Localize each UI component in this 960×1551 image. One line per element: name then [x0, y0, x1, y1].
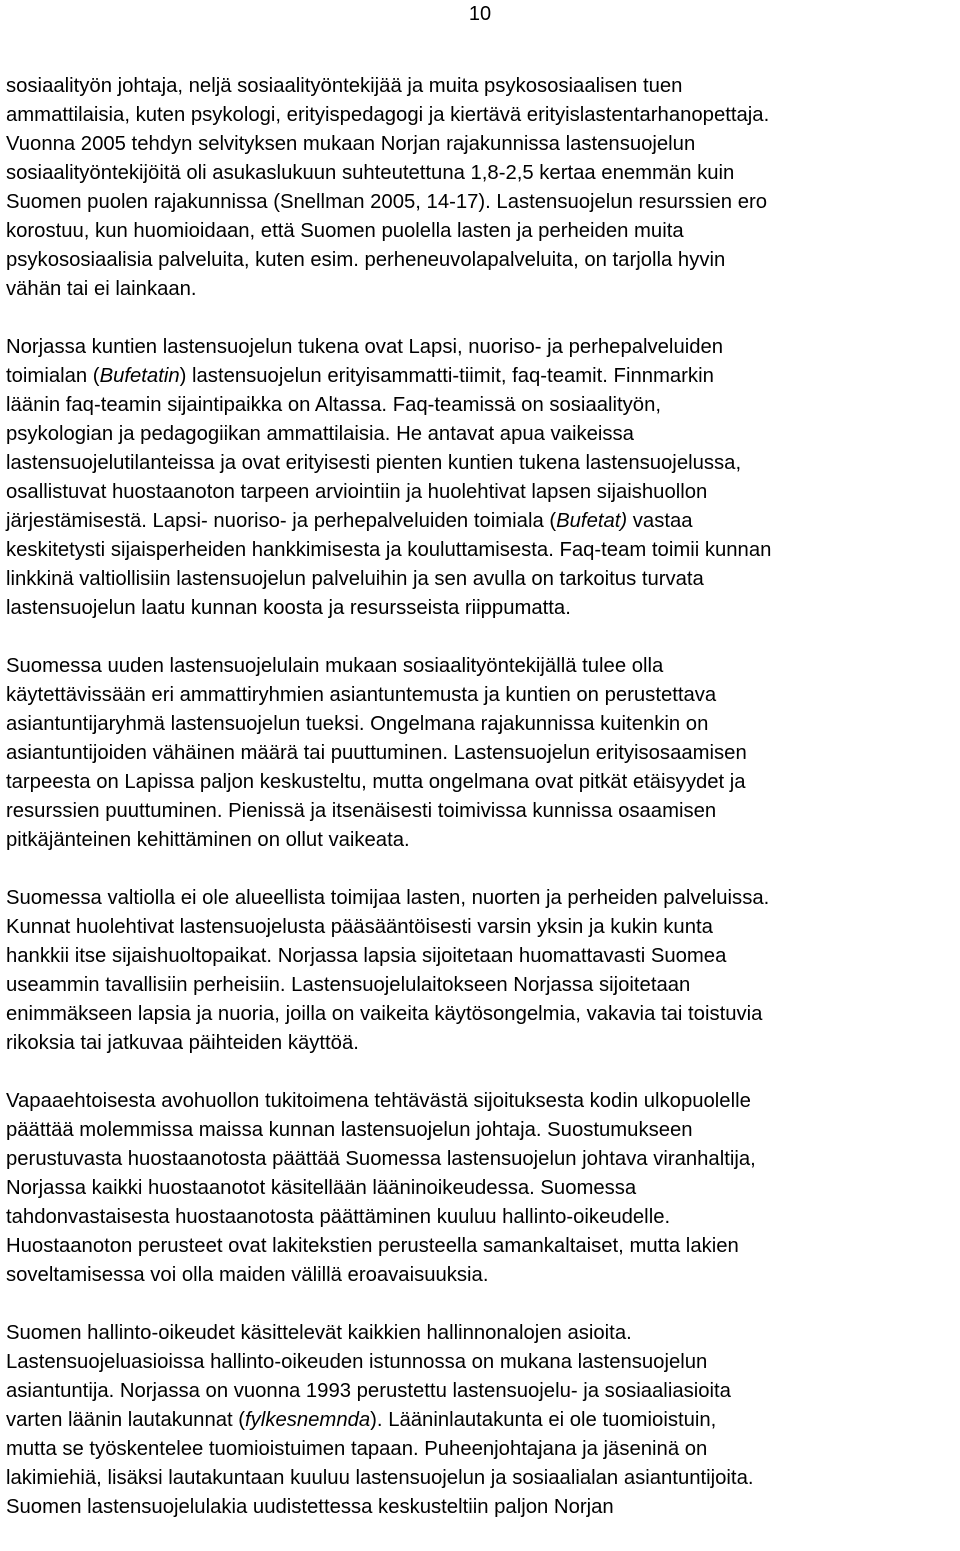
text-line [6, 420, 960, 449]
text-segment: Lastensuojeluasioissa hallinto-oikeuden istunnossa on mukana lastensuojelun [6, 1351, 708, 1373]
text-segment: pitkäjänteinen kehittäminen on ollut vaikeata. [6, 829, 410, 851]
text-segment: käytettävissään eri ammattiryhmien asiantuntemusta ja kuntien on perustettava [6, 684, 717, 706]
text-line [6, 449, 960, 478]
text-line [6, 797, 960, 826]
paragraph [6, 333, 960, 623]
text-line [6, 1348, 960, 1377]
text-line [6, 710, 960, 739]
text-segment: tahdonvastaisesta huostaanotosta päättäminen kuuluu hallinto-oikeudelle. [6, 1206, 671, 1228]
text-line [6, 1406, 960, 1435]
text-line [6, 217, 960, 246]
paragraph [6, 652, 960, 855]
text-line [6, 246, 960, 275]
text-segment: sosiaalityöntekijöitä oli asukaslukuun suhteutettuna 1,8-2,5 kertaa enemmän kuin [6, 162, 735, 184]
text-line [6, 768, 960, 797]
paragraph [6, 72, 960, 304]
text-segment: Huostaanoton perusteet ovat lakitekstien perusteella samankaltaiset, mutta lakien [6, 1235, 739, 1257]
text-segment: resurssien puuttuminen. Pienissä ja itsenäisesti toimivissa kunnissa osaamisen [6, 800, 717, 822]
text-line [6, 1000, 960, 1029]
text-segment: vähän tai ei lainkaan. [6, 278, 197, 300]
text-segment: asiantuntijoiden vähäinen määrä tai puuttuminen. Lastensuojelun erityisosaamisen [6, 742, 747, 764]
text-segment: psykologian ja pedagogiikan ammattilaisia. He antavat apua vaikeissa [6, 423, 634, 445]
text-line [6, 681, 960, 710]
text-line [6, 1174, 960, 1203]
paragraph [6, 1087, 960, 1290]
italic-term: fylkesnemnda [245, 1409, 371, 1431]
italic-term: Bufetatin [99, 365, 180, 387]
text-segment: soveltamisessa voi olla maiden välillä eroavaisuuksia. [6, 1264, 489, 1286]
text-line [6, 1203, 960, 1232]
text-line [6, 101, 960, 130]
text-line [6, 1261, 960, 1290]
text-segment: enimmäkseen lapsia ja nuoria, joilla on vaikeita käytösongelmia, vakavia tai toistuvia [6, 1003, 763, 1025]
text-segment: Kunnat huolehtivat lastensuojelusta pääsääntöisesti varsin yksin ja kukin kunta [6, 916, 713, 938]
text-line [6, 1087, 960, 1116]
text-segment: mutta se työskentelee tuomioistuimen tapaan. Puheenjohtajana ja jäseninä on [6, 1438, 708, 1460]
paragraph [6, 884, 960, 1058]
text-segment: Suomen hallinto-oikeudet käsittelevät kaikkien hallinnonalojen asioita. [6, 1322, 632, 1344]
text-segment: osallistuvat huostaanoton tarpeen arviointiin ja huolehtivat lapsen sijaishuollon [6, 481, 708, 503]
text-segment: järjestämisestä. Lapsi- nuoriso- ja perhepalveluiden toimiala ( [6, 510, 557, 532]
text-line [6, 536, 960, 565]
text-segment: useammin tavallisiin perheisiin. Lastensuojelulaitokseen Norjassa sijoitetaan [6, 974, 691, 996]
text-segment: Norjassa kaikki huostaanotot käsitellään lääninoikeudessa. Suomessa [6, 1177, 637, 1199]
text-line [6, 1377, 960, 1406]
text-line [6, 1232, 960, 1261]
text-segment: Suomessa uuden lastensuojelulain mukaan sosiaalityöntekijällä tulee olla [6, 655, 664, 677]
text-line [6, 826, 960, 855]
text-segment: päättää molemmissa maissa kunnan lastensuojelun johtaja. Suostumukseen [6, 1119, 693, 1141]
text-segment: hankkii itse sijaishuoltopaikat. Norjassa lapsia sijoitetaan huomattavasti Suomea [6, 945, 727, 967]
text-line [6, 130, 960, 159]
text-line [6, 1145, 960, 1174]
text-line [6, 565, 960, 594]
italic-term: Bufetat) [556, 510, 628, 532]
text-segment: Norjassa kuntien lastensuojelun tukena ovat Lapsi, nuoriso- ja perhepalveluiden [6, 336, 724, 358]
text-line [6, 507, 960, 536]
text-line [6, 1493, 960, 1522]
text-segment: Suomessa valtiolla ei ole alueellista toimijaa lasten, nuorten ja perheiden palveluissa. [6, 887, 770, 909]
text-line [6, 913, 960, 942]
text-segment: Suomen puolen rajakunnissa (Snellman 2005, 14-17). Lastensuojelun resurssien ero [6, 191, 768, 213]
text-segment: ammattilaisia, kuten psykologi, erityispedagogi ja kiertävä erityislastentarhanopettaja. [6, 104, 770, 126]
text-line [6, 188, 960, 217]
text-line [6, 362, 960, 391]
text-line [6, 1029, 960, 1058]
text-segment: linkkinä valtiollisiin lastensuojelun palveluihin ja sen avulla on tarkoitus turvata [6, 568, 704, 590]
text-line [6, 391, 960, 420]
text-segment: lastensuojelun laatu kunnan koosta ja resursseista riippumatta. [6, 597, 571, 619]
text-segment: tarpeesta on Lapissa paljon keskusteltu, mutta ongelmana ovat pitkät etäisyydet ja [6, 771, 746, 793]
text-segment: keskitetysti sijaisperheiden hankkimisesta ja kouluttamisesta. Faq-team toimii kunnan [6, 539, 772, 561]
text-segment: korostuu, kun huomioidaan, että Suomen puolella lasten ja perheiden muita [6, 220, 684, 242]
text-segment: sosiaalityön johtaja, neljä sosiaalityöntekijää ja muita psykososiaalisen tuen [6, 75, 683, 97]
text-line [6, 1435, 960, 1464]
text-segment: perustuvasta huostaanotosta päättää Suomessa lastensuojelun johtava viranhaltija, [6, 1148, 756, 1170]
text-segment: läänin faq-teamin sijaintipaikka on Altassa. Faq-teamissä on sosiaalityön, [6, 394, 661, 416]
text-line [6, 275, 960, 304]
text-segment: toimialan ( [6, 365, 100, 387]
text-segment: ) lastensuojelun erityisammatti-tiimit, faq-teamit. Finnmarkin [179, 365, 714, 387]
text-line [6, 478, 960, 507]
text-line [6, 72, 960, 101]
text-segment: Suomen lastensuojelulakia uudistettessa keskusteltiin paljon Norjan [6, 1496, 614, 1518]
text-line [6, 1319, 960, 1348]
text-line [6, 333, 960, 362]
text-segment: ). Lääninlautakunta ei ole tuomioistuin, [370, 1409, 717, 1431]
text-line [6, 971, 960, 1000]
text-segment: lastensuojelutilanteissa ja ovat erityisesti pienten kuntien tukena lastensuojelussa, [6, 452, 742, 474]
text-segment: asiantuntija. Norjassa on vuonna 1993 perustettu lastensuojelu- ja sosiaaliasioita [6, 1380, 731, 1402]
text-segment: Vuonna 2005 tehdyn selvityksen mukaan Norjan rajakunnissa lastensuojelun [6, 133, 696, 155]
text-line [6, 1464, 960, 1493]
text-line [6, 594, 960, 623]
paragraph [6, 1319, 960, 1522]
text-line [6, 1116, 960, 1145]
text-segment: asiantuntijaryhmä lastensuojelun tueksi. Ongelmana rajakunnissa kuitenkin on [6, 713, 709, 735]
text-line [6, 652, 960, 681]
text-line [6, 739, 960, 768]
text-segment: Vapaaehtoisesta avohuollon tukitoimena tehtävästä sijoituksesta kodin ulkopuolelle [6, 1090, 751, 1112]
text-line [6, 884, 960, 913]
text-segment: psykososiaalisia palveluita, kuten esim. perheneuvolapalveluita, on tarjolla hyvin [6, 249, 726, 271]
text-line [6, 159, 960, 188]
text-segment: lakimiehiä, lisäksi lautakuntaan kuuluu lastensuojelun ja sosiaalialan asiantuntijoita. [6, 1467, 754, 1489]
text-segment: varten läänin lautakunnat ( [6, 1409, 246, 1431]
text-segment: rikoksia tai jatkuvaa päihteiden käyttöä. [6, 1032, 359, 1054]
text-segment: vastaa [627, 510, 693, 532]
document-body [6, 72, 960, 1551]
page-number: 10 [468, 3, 492, 25]
text-line [6, 942, 960, 971]
